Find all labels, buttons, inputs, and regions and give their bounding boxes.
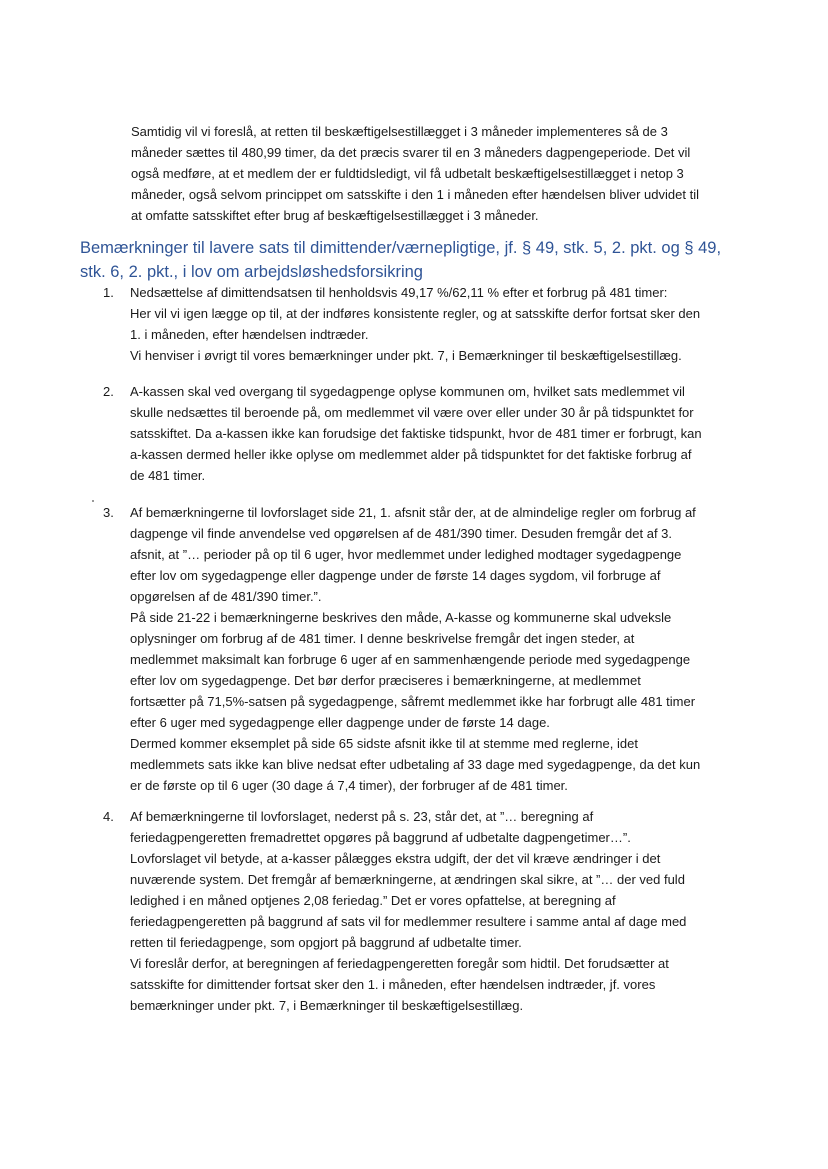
list-item-number: 2.: [103, 384, 114, 399]
list-item-line: satsskifte for dimittender fortsat sker den 1. i måneden, efter hændelsen indtræder, jf. vores: [130, 977, 656, 992]
list-item-line: Vi henviser i øvrigt til vores bemærkninger under pkt. 7, i Bemærkninger til beskæftigelsestillæg.: [130, 348, 682, 363]
list-item-line: bemærkninger under pkt. 7, i Bemærkninger til beskæftigelsestillæg.: [130, 998, 524, 1013]
list-item-line: Af bemærkningerne til lovforslaget, nederst på s. 23, står det, at ”… beregning af: [130, 809, 594, 824]
list-item-body: [130, 806, 760, 1016]
list-item-line: 1. i måneden, efter hændelsen indtræder.: [130, 327, 369, 342]
list-item-line: efter lov om sygedagpenge. Det bør derfor præciseres i bemærkningerne, at medlemmet: [130, 673, 641, 688]
section-heading: [80, 236, 760, 284]
list-item-line: opgørelsen af de 481/390 timer.”.: [130, 589, 322, 604]
list-item-line: På side 21-22 i bemærkningerne beskrives den måde, A-kasse og kommunerne skal udveksle: [130, 610, 672, 625]
intro-line: også medføre, at et medlem der er fuldtidsledigt, vil få udbetalt beskæftigelsestillægget i netop 3: [131, 166, 684, 181]
list-item-line: Vi foreslår derfor, at beregningen af feriedagpengeretten foregår som hidtil. Det forudsætter at: [130, 956, 669, 971]
intro-line: Samtidig vil vi foreslå, at retten til beskæftigelsestillægget i 3 måneder implementeres så de 3: [131, 124, 668, 139]
heading-line: stk. 6, 2. pkt., i lov om arbejdsløshedsforsikring: [80, 263, 423, 281]
list-item-line: Lovforslaget vil betyde, at a-kasser pålægges ekstra udgift, der det vil kræve ændringer i det: [130, 851, 661, 866]
intro-paragraph: [131, 121, 751, 226]
list-item-line: retten til feriedagpenge, som opgjort på baggrund af udbetalte timer.: [130, 935, 522, 950]
list-item-line: feriedagpengeretten fremadrettet opgøres på baggrund af udbetalte dagpengetimer…”.: [130, 830, 631, 845]
intro-line: måneder, også selvom princippet om satsskifte i den 1 i måneden efter hændelsen bliver udvidet til: [131, 187, 699, 202]
list-item-line: dagpenge vil finde anvendelse ved opgørelsen af de 481/390 timer. Desuden fremgår det af 3.: [130, 526, 673, 541]
list-item-line: efter 6 uger med sygedagpenge eller dagpenge under de første 14 dage.: [130, 715, 550, 730]
intro-line: at omfatte satsskiftet efter brug af beskæftigelsestillægget i 3 måneder.: [131, 208, 539, 223]
list-item-number: 1.: [103, 285, 114, 300]
list-item-line: nuværende system. Det fremgår af bemærkningerne, at ændringen skal sikre, at ”… der ved fuld: [130, 872, 685, 887]
list-item-line: Her vil vi igen lægge op til, at der indføres konsistente regler, og at satsskifte derfor fortsat sker den: [130, 306, 701, 321]
list-item-number: 4.: [103, 809, 114, 824]
list-item-line: Af bemærkningerne til lovforslaget side 21, 1. afsnit står der, at de almindelige regler om forbrug af: [130, 505, 696, 520]
list-item-body: [130, 282, 760, 366]
list-item-line: efter lov om sygedagpenge eller dagpenge under de første 14 dages sygdom, vil forbruge af: [130, 568, 661, 583]
list-item-line: A-kassen skal ved overgang til sygedagpenge oplyse kommunen om, hvilket sats medlemmet vil: [130, 384, 685, 399]
list-item-line: er de første op til 6 uger (30 dage á 7,4 timer), der forbruger af de 481 timer.: [130, 778, 568, 793]
list-item-line: Dermed kommer eksemplet på side 65 sidste afsnit ikke til at stemme med reglerne, idet: [130, 736, 638, 751]
list-item-line: medlemmets sats ikke kan blive nedsat efter udbetaling af 33 dage med sygedagpenge, da det kun: [130, 757, 701, 772]
list-item-line: fortsætter på 71,5%-satsen på sygedagpenge, såfremt medlemmet ikke har forbrugt alle 481 timer: [130, 694, 696, 709]
list-item-line: afsnit, at ”… perioder på op til 6 uger, hvor medlemmet under ledighed modtager sygedagpenge: [130, 547, 682, 562]
list-item-line: oplysninger om forbrug af de 481 timer. I denne beskrivelse fremgår det ingen steder, at: [130, 631, 635, 646]
scan-mark: [92, 500, 94, 502]
list-item-line: skulle nedsættes til beroende på, om medlemmet vil være over eller under 30 år på tidspunktet for: [130, 405, 694, 420]
list-item-number: 3.: [103, 505, 114, 520]
list-item-line: ledighed i en måned optjenes 2,08 feriedag.” Det er vores opfattelse, at beregning af: [130, 893, 616, 908]
list-item-line: Nedsættelse af dimittendsatsen til henholdsvis 49,17 %/62,11 % efter et forbrug på 481 timer:: [130, 285, 668, 300]
list-item-body: [130, 502, 760, 796]
list-item-body: [130, 381, 760, 486]
intro-line: måneder sættes til 480,99 timer, da det præcis svarer til en 3 måneders dagpengeperiode. Det vil: [131, 145, 691, 160]
heading-line: Bemærkninger til lavere sats til dimittender/værnepligtige, jf. § 49, stk. 5, 2. pkt. og § 49,: [80, 239, 722, 257]
list-item-line: medlemmet maksimalt kan forbruge 6 uger af en sammenhængende periode med sygedagpenge: [130, 652, 691, 667]
list-item-line: satsskiftet. Da a-kassen ikke kan forudsige det faktiske tidspunkt, hvor de 481 timer er forbrugt, kan: [130, 426, 702, 441]
list-item-line: feriedagpengeretten på baggrund af sats vil for medlemmer resultere i samme antal af dage med: [130, 914, 687, 929]
list-item-line: a-kassen dermed heller ikke oplyse om medlemmet alder på tidspunktet for det faktiske forbrug af: [130, 447, 692, 462]
list-item-line: de 481 timer.: [130, 468, 206, 483]
